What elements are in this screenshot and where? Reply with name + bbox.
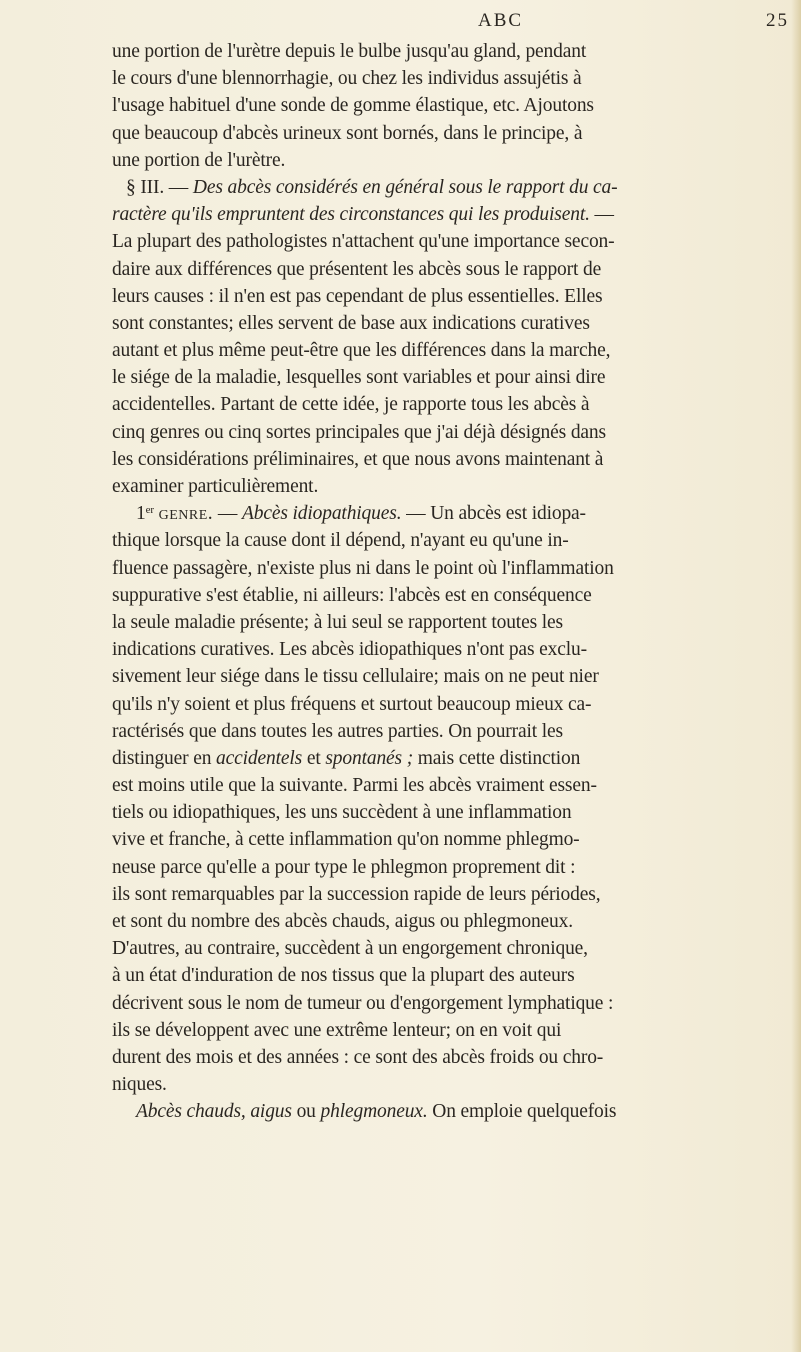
text-line: qu'ils n'y soient et plus fréquens et surtout beaucoup mieux ca- <box>112 693 592 715</box>
text-line: la seule maladie présente; à lui seul se rapportent toutes les <box>112 611 563 633</box>
text-line: suppurative s'est établie, ni ailleurs: l'abcès est en conséquence <box>112 584 592 606</box>
text-line: est moins utile que la suivante. Parmi les abcès vraiment essen- <box>112 775 597 797</box>
text-run: mais cette distinction <box>413 747 581 769</box>
text-line: ils sont remarquables par la succession rapide de leurs périodes, <box>112 883 601 905</box>
text-line: sivement leur siége dans le tissu cellulaire; mais on ne peut nier <box>112 666 599 688</box>
text-line: l'usage habituel d'une sonde de gomme élastique, etc. Ajoutons <box>112 95 594 117</box>
text-line: une portion de l'urètre depuis le bulbe jusqu'au gland, pendant <box>112 41 587 62</box>
text-line: décrivent sous le nom de tumeur ou d'engorgement lymphatique : <box>112 992 614 1014</box>
text-run: et <box>302 747 326 769</box>
dash: — <box>213 503 242 525</box>
text-line: le cours d'une blennorrhagie, ou chez les individus assujétis à <box>112 68 582 90</box>
text-line: une portion de l'urètre. <box>112 149 286 171</box>
section-title-cont: ractère qu'ils empruntent des circonstances qui les produisent. <box>112 204 590 226</box>
section-heading <box>112 174 800 201</box>
subsection-title: phlegmoneux. <box>320 1101 428 1123</box>
page-header <box>110 10 800 38</box>
text-line: vive et franche, à cette inflammation qu'on nomme phlegmo- <box>112 829 580 851</box>
text-run: On emploie quelquefois <box>427 1101 617 1123</box>
text-run: distinguer en <box>112 747 217 769</box>
page-number: 25 <box>766 10 789 31</box>
genre-heading <box>112 500 800 527</box>
text-line: leurs causes : il n'en est pas cependant de plus essentielles. Elles <box>112 285 603 307</box>
text-line: ils se développent avec une extrême lenteur; on en voit qui <box>112 1019 562 1041</box>
dash: — <box>589 204 614 226</box>
text-line: les considérations préliminaires, et que nous avons maintenant à <box>112 448 604 470</box>
subsection-title: Abcès chauds, aigus <box>136 1101 292 1123</box>
text-line: La plupart des pathologistes n'attachent qu'une importance secon- <box>112 231 615 253</box>
text-line: examiner particulièrement. <box>112 476 319 497</box>
text-line: fluence passagère, n'existe plus ni dans le point où l'inflammation <box>112 557 614 579</box>
text-line: le siége de la maladie, lesquelles sont variables et pour ainsi dire <box>112 367 606 389</box>
genre-ordinal: er <box>145 504 154 517</box>
running-title: ABC <box>478 10 524 31</box>
text-line: tiels ou idiopathiques, les uns succèdent à une inflammation <box>112 802 572 824</box>
text-line: neuse parce qu'elle a pour type le phlegmon proprement dit : <box>112 856 576 878</box>
text-line: D'autres, au contraire, succèdent à un engorgement chronique, <box>112 938 588 960</box>
genre-label: genre. <box>158 503 214 525</box>
text-line: cinq genres ou cinq sortes principales que j'ai déjà désignés dans <box>112 421 606 443</box>
text-line: à un état d'induration de nos tissus que la plupart des auteurs <box>112 965 575 987</box>
italic-term: accidentels <box>216 747 303 769</box>
text-line: accidentelles. Partant de cette idée, je rapporte tous les abcès à <box>112 394 590 416</box>
text-line: que beaucoup d'abcès urineux sont bornés, dans le principe, à <box>112 122 583 144</box>
text-line: autant et plus même peut-être que les différences dans la marche, <box>112 340 611 362</box>
text-line: durent des mois et des années : ce sont des abcès froids ou chro- <box>112 1046 604 1068</box>
text-line: et sont du nombre des abcès chauds, aigus ou phlegmoneux. <box>112 911 573 932</box>
text-line-mixed <box>112 745 800 772</box>
section-number: § III. — <box>126 176 193 198</box>
text-line: daire aux différences que présentent les abcès sous le rapport de <box>112 258 602 280</box>
text-line: niques. <box>112 1074 167 1096</box>
subsection-heading <box>112 1098 800 1125</box>
text-line: thique lorsque la cause dont il dépend, n'ayant eu qu'une in- <box>112 530 569 552</box>
genre-number: 1 <box>136 503 146 525</box>
section-heading-cont <box>112 201 800 228</box>
text-line: ractérisés que dans toutes les autres parties. On pourrait les <box>112 720 563 742</box>
text-run: ou <box>291 1101 321 1123</box>
genre-text: — Un abcès est idiopa- <box>401 503 586 525</box>
genre-title: Abcès idiopathiques. <box>241 503 402 525</box>
italic-term: spontanés ; <box>325 747 414 769</box>
body-text <box>112 38 800 1126</box>
section-title: Des abcès considérés en général sous le rapport du ca- <box>192 176 618 198</box>
text-line: sont constantes; elles servent de base aux indications curatives <box>112 312 590 334</box>
text-line: indications curatives. Les abcès idiopathiques n'ont pas exclu- <box>112 639 587 661</box>
